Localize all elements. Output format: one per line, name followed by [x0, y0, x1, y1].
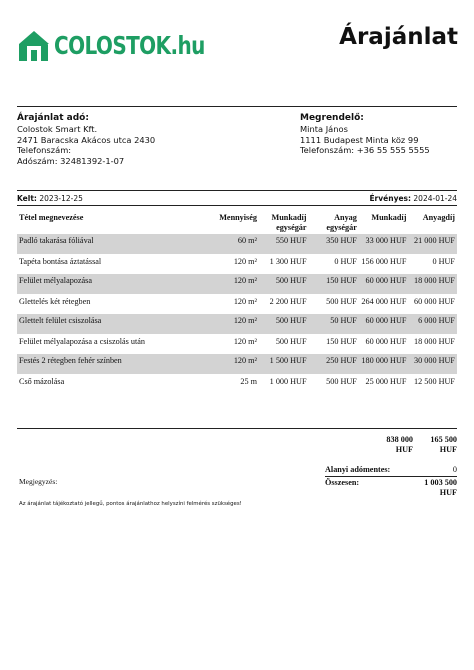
total-material: 165 500 HUF — [430, 435, 457, 454]
table-row: Felület mélyalapozása 120 m² 500 HUF 150 HUF 60 000 HUF 18 000 HUF — [17, 274, 457, 294]
summary-divider — [325, 476, 457, 477]
tax-value: 0 — [452, 465, 457, 474]
col-qty-header: Mennyiség — [219, 213, 257, 222]
customer-name: Minta János — [300, 124, 348, 135]
tax-line — [325, 465, 457, 475]
dates-top-divider — [17, 190, 457, 191]
table-row: Felület mélyalapozása a csiszolás után 120 m² 500 HUF 150 HUF 60 000 HUF 18 000 HUF — [19, 337, 455, 346]
customer-phone: Telefonszám: +36 55 555 5555 — [300, 145, 430, 156]
dates-row — [17, 194, 457, 203]
remark-label: Megjegyzés: — [19, 477, 58, 486]
col-material-unit-header: Anyag egységár — [326, 213, 357, 232]
table-row: Padló takarása fóliával 60 m² 550 HUF 350 HUF 33 000 HUF 21 000 HUF — [17, 234, 457, 254]
logo-text: COLOSTOK.hu — [54, 30, 205, 60]
issuer-tax-id: Adószám: 32481392-1-07 — [17, 155, 125, 166]
col-labor-unit-header: Munkadíj egységár — [271, 213, 307, 232]
dates-bottom-divider — [17, 205, 457, 206]
issuer-address: 2471 Baracska Akácos utca 2430 — [17, 134, 156, 145]
company-logo — [17, 29, 205, 61]
issuer-phone: Telefonszám: — [17, 145, 72, 156]
house-logo-icon — [17, 29, 51, 61]
col-labor-header: Munkadíj — [371, 213, 407, 222]
table-header-row — [17, 210, 457, 234]
total-labor: 838 000 HUF — [386, 435, 413, 454]
header-divider — [17, 106, 457, 107]
issuer-name: Colostok Smart Kft. — [17, 124, 98, 135]
customer-heading: Megrendelő: — [300, 113, 364, 123]
table-bottom-divider — [17, 428, 457, 429]
valid-until-date: Érvényes: 2024-01-24 — [369, 194, 457, 203]
issuer-heading: Árajánlat adó: — [17, 113, 89, 123]
grand-total-label: Összesen: — [325, 478, 360, 487]
tax-label: Alanyi adómentes: — [325, 465, 391, 474]
table-row: Glettelés két rétegben 120 m² 2 200 HUF 500 HUF 264 000 HUF 60 000 HUF — [19, 297, 455, 306]
customer-block — [300, 113, 430, 156]
summary-block — [325, 465, 457, 498]
table-row: Tapéta bontása áztatással 120 m² 1 300 HUF 0 HUF 156 000 HUF 0 HUF — [19, 257, 455, 266]
col-material-header: Anyagdíj — [422, 213, 455, 222]
issued-date: Kelt: 2023-12-25 — [17, 194, 83, 203]
table-row: Cső mázolása 25 m 1 000 HUF 500 HUF 25 000 HUF 12 500 HUF — [19, 377, 455, 386]
document-title: Árajánlat — [339, 24, 458, 50]
table-row: Glettelt felület csiszolása 120 m² 500 HUF 50 HUF 60 000 HUF 6 000 HUF — [17, 314, 457, 334]
footnote: Az árajánlat tájékoztató jellegű, pontos árajánlathoz helyszíni felmérés szükséges! — [19, 501, 242, 507]
table-row: Festés 2 rétegben fehér színben 120 m² 1 500 HUF 250 HUF 180 000 HUF 30 000 HUF — [17, 354, 457, 374]
issuer-block — [17, 113, 155, 166]
items-table — [17, 210, 457, 394]
customer-address: 1111 Budapest Minta köz 99 — [300, 134, 419, 145]
col-name-header: Tétel megnevezése — [19, 213, 84, 222]
grand-total-value: 1 003 500 HUF — [424, 478, 457, 497]
grand-total-line — [325, 478, 457, 498]
